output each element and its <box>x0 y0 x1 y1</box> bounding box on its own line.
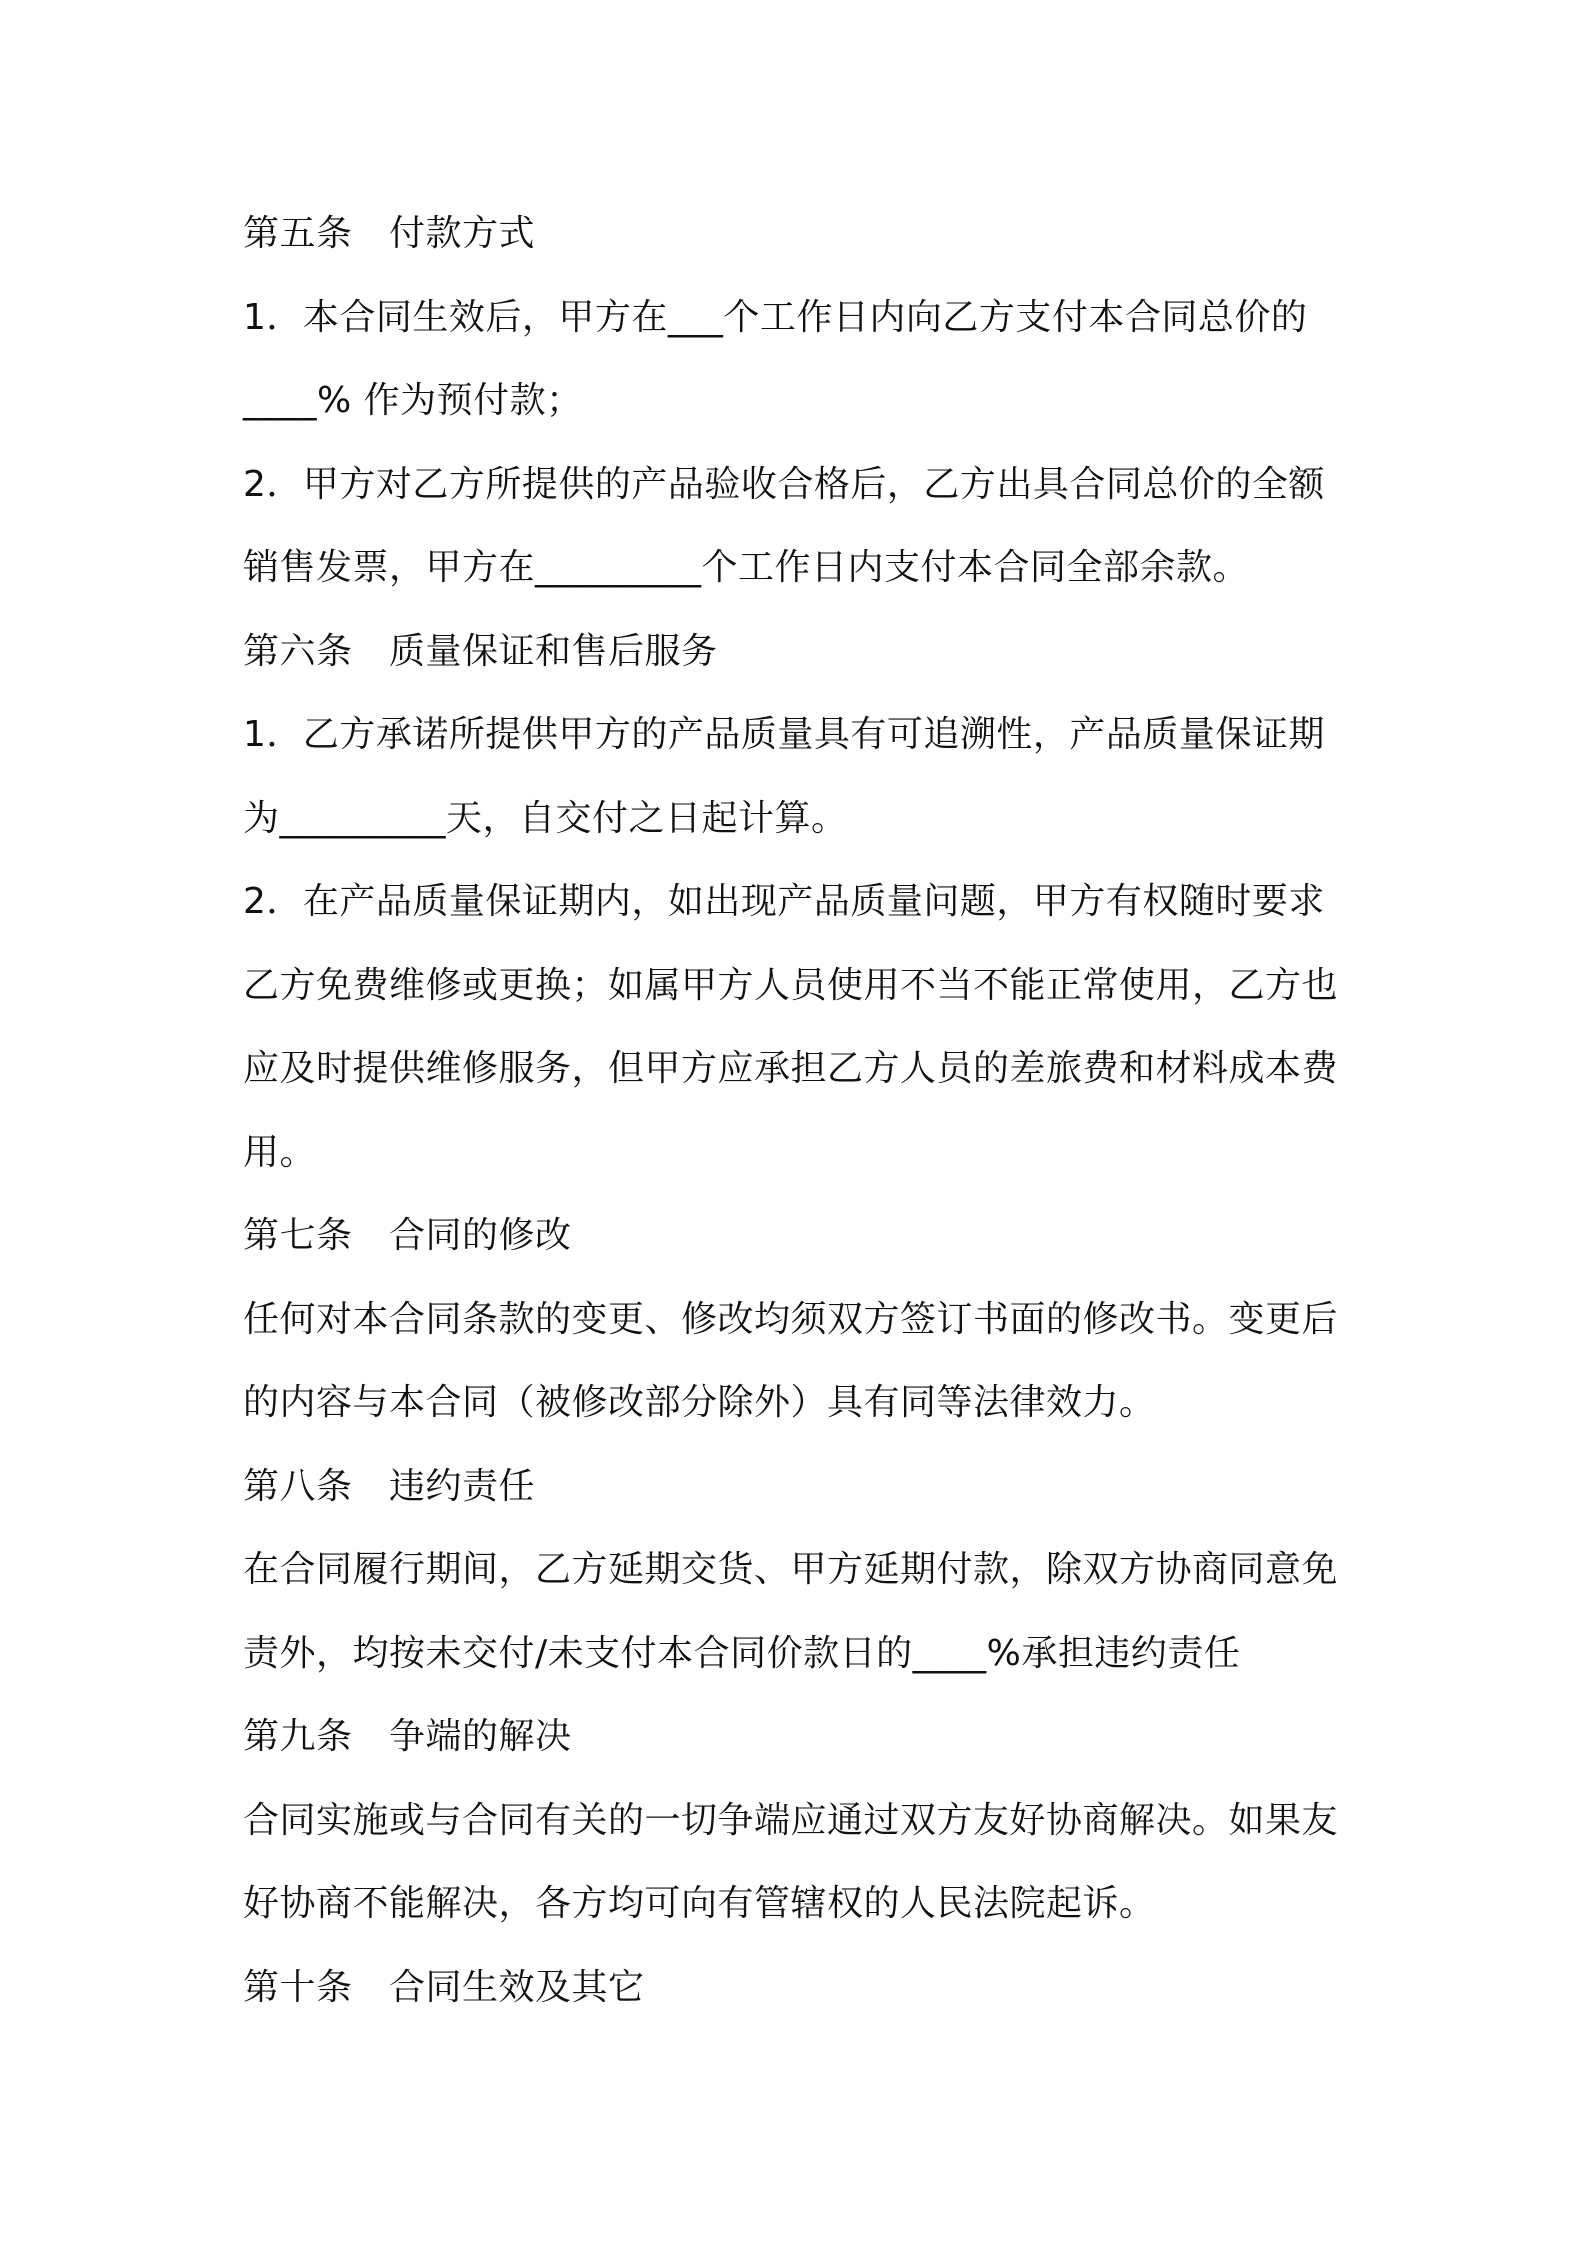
heading-article-8: 第八条 违约责任 <box>243 1465 536 1507</box>
text-line: 合同实施或与合同有关的一切争端应通过双方友好协商解决。如果友 <box>243 1799 1339 1841</box>
heading-article-9: 第九条 争端的解决 <box>243 1716 572 1757</box>
heading-article-7: 第七条 合同的修改 <box>243 1215 572 1256</box>
text-line: 用。 <box>243 1131 317 1173</box>
text-line: 乙方免费维修或更换；如属甲方人员使用不当不能正常使用，乙方也 <box>243 964 1339 1006</box>
heading-article-6: 第六条 质量保证和售后服务 <box>243 630 718 672</box>
contract-body <box>243 192 1363 2029</box>
heading-article-5: 第五条 付款方式 <box>243 213 536 254</box>
text-line: 2．在产品质量保证期内，如出现产品质量问题，甲方有权随时要求 <box>243 881 1325 922</box>
text-line: 销售发票，甲方在_________个工作日内支付本合同全部余款。 <box>243 547 1250 588</box>
text-line: ____% 作为预付款； <box>243 380 583 421</box>
text-line: 的内容与本合同（被修改部分除外）具有同等法律效力。 <box>243 1382 1156 1423</box>
text-line: 任何对本合同条款的变更、修改均须双方签订书面的修改书。变更后 <box>243 1298 1339 1340</box>
text-line: 好协商不能解决，各方均可向有管辖权的人民法院起诉。 <box>243 1883 1156 1924</box>
text-line: 1．乙方承诺所提供甲方的产品质量具有可追溯性，产品质量保证期 <box>243 714 1325 755</box>
heading-article-10: 第十条 合同生效及其它 <box>243 1966 645 2008</box>
text-line: 在合同履行期间，乙方延期交货、甲方延期付款，除双方协商同意免 <box>243 1549 1339 1590</box>
text-line: 为_________天，自交付之日起计算。 <box>243 797 848 839</box>
text-line: 责外，均按未交付/未支付本合同价款日的____%承担违约责任 <box>243 1632 1241 1674</box>
text-line: 1．本合同生效后，甲方在___个工作日内向乙方支付本合同总价的 <box>243 296 1308 338</box>
text-line: 2．甲方对乙方所提供的产品验收合格后，乙方出具合同总价的全额 <box>243 463 1325 505</box>
text-line: 应及时提供维修服务，但甲方应承担乙方人员的差旅费和材料成本费 <box>243 1048 1339 1089</box>
